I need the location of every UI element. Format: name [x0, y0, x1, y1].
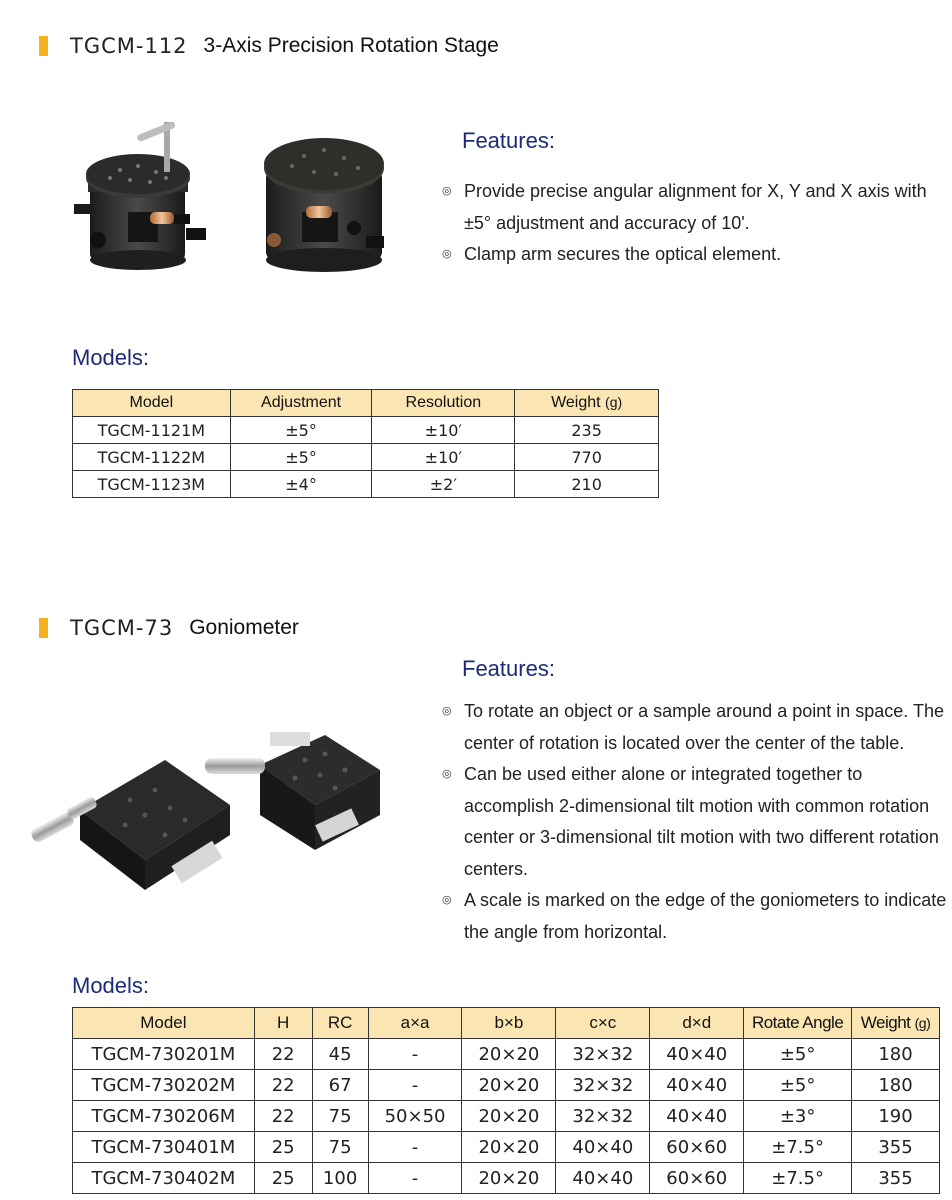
table-cell: 32×32: [556, 1039, 650, 1070]
table-cell: 770: [515, 444, 659, 471]
section-heading-goniometer: [39, 616, 299, 640]
table-cell: TGCM-1123M: [73, 471, 231, 498]
bullet-icon: ◎: [442, 768, 452, 780]
table-cell: 22: [254, 1101, 312, 1132]
features-list: [440, 176, 950, 271]
table-cell: -: [368, 1132, 462, 1163]
column-header: c×c: [556, 1008, 650, 1039]
table-cell: TGCM-730401M: [73, 1132, 255, 1163]
table-cell: TGCM-730206M: [73, 1101, 255, 1132]
table-cell: -: [368, 1070, 462, 1101]
bullet-icon: ◎: [442, 705, 452, 717]
table-cell: -: [368, 1039, 462, 1070]
table-cell: 20×20: [462, 1039, 556, 1070]
table-cell: 40×40: [650, 1039, 744, 1070]
models-table: [72, 389, 659, 498]
table-cell: 60×60: [650, 1132, 744, 1163]
feature-item: ◎ A scale is marked on the edge of the goniometers to indicate the angle from horizontal.: [440, 885, 950, 948]
table-cell: TGCM-1122M: [73, 444, 231, 471]
table-cell: TGCM-730402M: [73, 1163, 255, 1194]
features-list: [440, 696, 950, 948]
table-cell: 32×32: [556, 1070, 650, 1101]
table-cell: ±5°: [230, 417, 372, 444]
table-cell: 20×20: [462, 1101, 556, 1132]
table-cell: 40×40: [650, 1101, 744, 1132]
table-cell: 67: [312, 1070, 368, 1101]
table-cell: ±10′: [372, 417, 515, 444]
column-header: RC: [312, 1008, 368, 1039]
table-cell: 25: [254, 1163, 312, 1194]
table-cell: TGCM-730202M: [73, 1070, 255, 1101]
table-cell: ±5°: [744, 1070, 852, 1101]
table-header-row: [73, 1008, 940, 1039]
table-row: [73, 1101, 940, 1132]
table-cell: 180: [852, 1070, 940, 1101]
table-cell: 190: [852, 1101, 940, 1132]
product-name: Goniometer: [189, 616, 299, 639]
table-row: [73, 1163, 940, 1194]
feature-item: ◎ Can be used either alone or integrated together to accomplish 2-dimensional tilt motion with common rotation center or 3-dimensional tilt motion with two different rotation centers.: [440, 759, 950, 885]
bullet-icon: ◎: [442, 894, 452, 906]
table-cell: 50×50: [368, 1101, 462, 1132]
column-header: Rotate Angle: [744, 1008, 852, 1039]
features-title: Features:: [462, 656, 555, 681]
column-header: b×b: [462, 1008, 556, 1039]
goniometer-photo: [25, 720, 390, 895]
table-cell: ±2′: [372, 471, 515, 498]
table-cell: ±7.5°: [744, 1132, 852, 1163]
table-cell: 40×40: [556, 1163, 650, 1194]
column-header: d×d: [650, 1008, 744, 1039]
table-cell: ±3°: [744, 1101, 852, 1132]
rotation-stage-photo: [70, 100, 400, 275]
table-row: [73, 471, 659, 498]
table-cell: 235: [515, 417, 659, 444]
table-cell: 32×32: [556, 1101, 650, 1132]
table-row: [73, 1132, 940, 1163]
models-table: [72, 1007, 940, 1194]
column-header: Resolution: [372, 390, 515, 417]
table-cell: 75: [312, 1132, 368, 1163]
product-code: TGCM-73: [70, 616, 174, 640]
table-cell: 180: [852, 1039, 940, 1070]
table-cell: 22: [254, 1070, 312, 1101]
table-cell: 100: [312, 1163, 368, 1194]
section-marker: [39, 36, 48, 56]
column-header: Weight (g): [515, 390, 659, 417]
table-row: [73, 1070, 940, 1101]
table-cell: ±5°: [744, 1039, 852, 1070]
column-header: H: [254, 1008, 312, 1039]
table-cell: 20×20: [462, 1132, 556, 1163]
table-cell: 20×20: [462, 1163, 556, 1194]
bullet-icon: ◎: [442, 185, 452, 197]
feature-item: ◎ Clamp arm secures the optical element.: [440, 239, 950, 271]
table-cell: -: [368, 1163, 462, 1194]
section-marker: [39, 618, 48, 638]
table-cell: 60×60: [650, 1163, 744, 1194]
product-code: TGCM-112: [70, 34, 188, 58]
feature-item: ◎ To rotate an object or a sample around a point in space. The center of rotation is located over the center of the table.: [440, 696, 950, 759]
column-header: Weight (g): [852, 1008, 940, 1039]
features-title: Features:: [462, 128, 555, 153]
table-row: [73, 444, 659, 471]
table-cell: 210: [515, 471, 659, 498]
table-cell: ±7.5°: [744, 1163, 852, 1194]
table-cell: 355: [852, 1132, 940, 1163]
table-cell: 75: [312, 1101, 368, 1132]
bullet-icon: ◎: [442, 248, 452, 260]
column-header: a×a: [368, 1008, 462, 1039]
product-name: 3-Axis Precision Rotation Stage: [203, 34, 499, 57]
column-header: Adjustment: [230, 390, 372, 417]
table-cell: 40×40: [650, 1070, 744, 1101]
section-heading-rotation-stage: [39, 34, 499, 58]
table-cell: TGCM-1121M: [73, 417, 231, 444]
table-row: [73, 417, 659, 444]
table-cell: ±4°: [230, 471, 372, 498]
table-cell: 40×40: [556, 1132, 650, 1163]
models-title: Models:: [72, 973, 150, 998]
table-cell: 355: [852, 1163, 940, 1194]
table-row: [73, 1039, 940, 1070]
table-cell: TGCM-730201M: [73, 1039, 255, 1070]
table-cell: 22: [254, 1039, 312, 1070]
column-header: Model: [73, 1008, 255, 1039]
feature-item: ◎ Provide precise angular alignment for X, Y and X axis with ±5° adjustment and accuracy of 10'.: [440, 176, 950, 239]
models-title: Models:: [72, 345, 150, 370]
column-header: Model: [73, 390, 231, 417]
table-cell: ±10′: [372, 444, 515, 471]
table-cell: 45: [312, 1039, 368, 1070]
table-cell: 20×20: [462, 1070, 556, 1101]
table-cell: 25: [254, 1132, 312, 1163]
table-cell: ±5°: [230, 444, 372, 471]
table-header-row: [73, 390, 659, 417]
